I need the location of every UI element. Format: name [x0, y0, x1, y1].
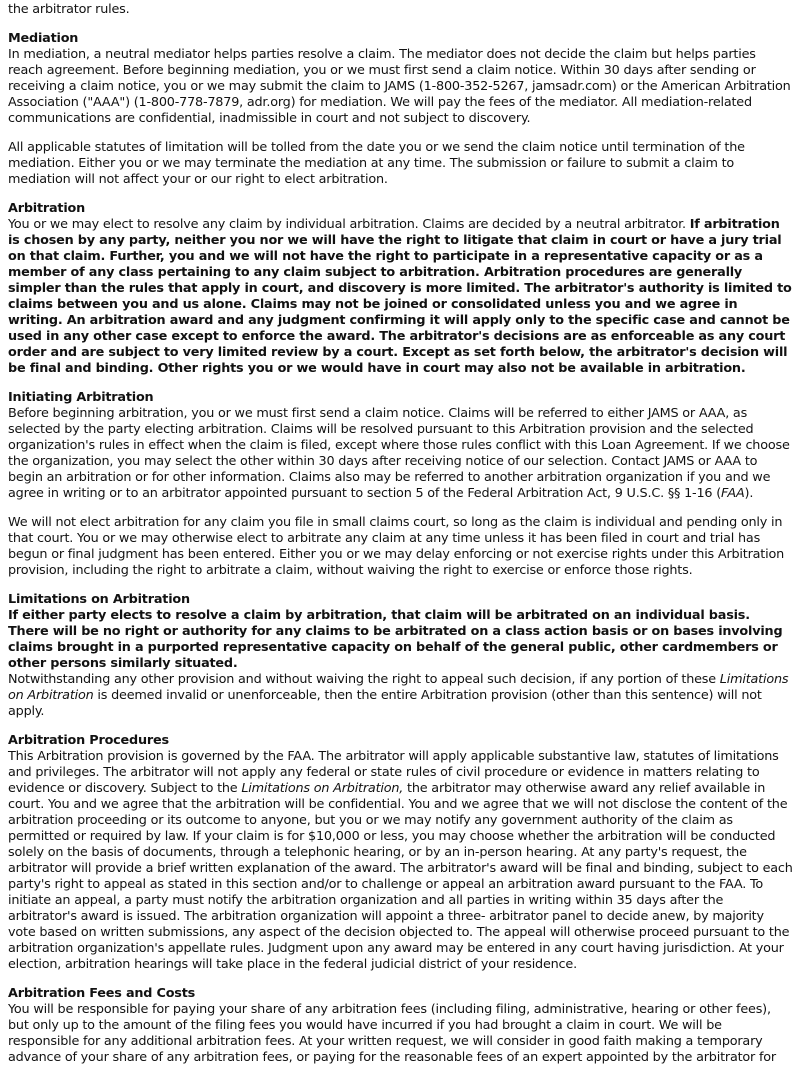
- paragraph: [8, 406, 793, 502]
- paragraph: [8, 515, 793, 579]
- paragraph: [8, 749, 793, 973]
- text-run: You will be responsible for paying your share of any arbitration fees (including filing, administrative, hearing or other fees), but only up to the amount of the filing fees you would have incurred if you had brought a claim in court. We will be responsible for any additional arbitration fees. At your written request, we will consider in good faith making a temporary advance of your share of any arbitration fees, or paying for the reasonable fees of an expert appointed by the arbitrator for: [8, 1002, 776, 1065]
- text-run: Before beginning arbitration, you or we must first send a claim notice. Claims will be referred to either JAMS or AAA, as selected by the party electing arbitration. Claims will be resolved pursuant to this Arbitration provision and the selected organization's rules in effect when the claim is filed, except where those rules conflict with this Loan Agreement. If we choose the organization, you may select the other within 30 days after receiving notice of our selection. Contact JAMS or AAA to begin an arbitration or for other information. Claims also may be referred to another arbitration organization if you and we agree in writing or to an arbitrator appointed pursuant to section 5 of the Federal Arbitration Act, 9 U.S.C. §§ 1-16 (: [8, 406, 790, 501]
- text-run: We will not elect arbitration for any claim you file in small claims court, so long as the claim is individual and pending only in that court. You or we may otherwise elect to arbitrate any claim at any time unless it has been filed in court and trial has begun or final judgment has been entered. Either you or we may delay enforcing or not exercise rights under this Arbitration provision, including the right to arbitrate a claim, without waiving the right to exercise or enforce those rights.: [8, 515, 785, 578]
- section-heading: Mediation: [8, 31, 79, 46]
- text-run: This Arbitration provision is governed by the FAA. The arbitrator will apply applicable substantive law, statutes of limitations and privileges. The arbitrator will not apply any federal or state rules of civil procedure or evidence in matters relating to evidence or discovery. Subject to the: [8, 749, 779, 796]
- section-heading: Arbitration Procedures: [8, 733, 169, 748]
- paragraph: [8, 140, 793, 188]
- section-heading: Arbitration: [8, 201, 86, 216]
- text-run: If arbitration is chosen by any party, neither you nor we will have the right to litigate that claim in court or have a jury trial on that claim. Further, you and we will not have the right to participate in a representative capacity or as a member of any class pertaining to any claim subject to arbitration. Arbitration procedures are generally simpler than the rules that apply in court, and discovery is more limited. The arbitrator's authority is limited to claims between you and us alone. Claims may not be joined or consolidated unless you and we agree in writing. An arbitration award and any judgment confirming it will apply only to the specific case and cannot be used in any other case except to enforce the award. The arbitrator's decisions are as enforceable as any court order and are subject to very limited review by a court. Except as set forth below, the arbitrator's decision will be final and binding. Other rights you or we would have in court may also not be available in arbitration.: [8, 217, 792, 376]
- text-run: the arbitrator rules.: [8, 2, 130, 17]
- paragraph: [8, 608, 793, 720]
- paragraph: [8, 47, 793, 127]
- text-run: You or we may elect to resolve any claim by individual arbitration. Claims are decided by a neutral arbitrator.: [8, 217, 690, 232]
- text-run: All applicable statutes of limitation will be tolled from the date you or we send the claim notice until termination of the mediation. Either you or we may terminate the mediation at any time. The submission or failure to submit a claim to mediation will not affect your or our right to elect arbitration.: [8, 140, 745, 187]
- text-run: FAA: [721, 486, 745, 501]
- text-run: Notwithstanding any other provision and without waiving the right to appeal such decision, if any portion of these: [8, 672, 720, 687]
- text-run: ).: [744, 486, 754, 501]
- text-run: Limitations on Arbitration: [8, 672, 789, 703]
- text-run: If either party elects to resolve a claim by arbitration, that claim will be arbitrated on an individual basis. There will be no right or authority for any claims to be arbitrated on a class action basis or on bases involving claims brought in a purported representative capacity on behalf of the general public, other cardmembers or other persons similarly situated.: [8, 608, 783, 671]
- section-heading: Arbitration Fees and Costs: [8, 986, 196, 1001]
- section-heading: Limitations on Arbitration: [8, 592, 190, 607]
- section-heading: Initiating Arbitration: [8, 390, 154, 405]
- text-run: the arbitrator may otherwise award any relief available in court. You and we agree that the arbitration will be confidential. You and we agree that we will not disclose the content of the arbitration proceeding or its outcome to anyone, but you or we may notify any government authority of the claim as permitted or required by law. If your claim is for $10,000 or less, you may choose whether the arbitration will be conducted solely on the basis of documents, through a telephonic hearing, or by an in-person hearing. At any party's request, the arbitrator will provide a brief written explanation of the award. The arbitrator's award will be final and binding, subject to each party's right to appeal as stated in this section and/or to challenge or appeal an arbitration award pursuant to the FAA. To initiate an appeal, a party must notify the arbitration organization and all parties in writing within 35 days after the arbitrator's award is issued. The arbitration organization will appoint a three- arbitrator panel to decide anew, by majority vote based on written submissions, any aspect of the decision objected to. The appeal will otherwise proceed pursuant to the arbitration organization's appellate rules. Judgment upon any award may be entered in any court having jurisdiction. At your election, arbitration hearings will take place in the federal judicial district of your residence.: [8, 781, 793, 972]
- paragraph: [8, 217, 793, 377]
- paragraph: [8, 2, 793, 18]
- text-run: is deemed invalid or unenforceable, then the entire Arbitration provision (other than this sentence) will not apply.: [8, 688, 762, 719]
- paragraph: [8, 1002, 793, 1066]
- text-run: In mediation, a neutral mediator helps parties resolve a claim. The mediator does not decide the claim but helps parties reach agreement. Before beginning mediation, you or we must first send a claim notice. Within 30 days after sending or receiving a claim notice, you or we may submit the claim to JAMS (1-800-352-5267, jamsadr.com) or the American Arbitration Association ("AAA") (1-800-778-7879, adr.org) for mediation. We will pay the fees of the mediator. All mediation-related communications are confidential, inadmissible in court and not subject to discovery.: [8, 47, 791, 126]
- text-run: Limitations on Arbitration,: [241, 781, 404, 796]
